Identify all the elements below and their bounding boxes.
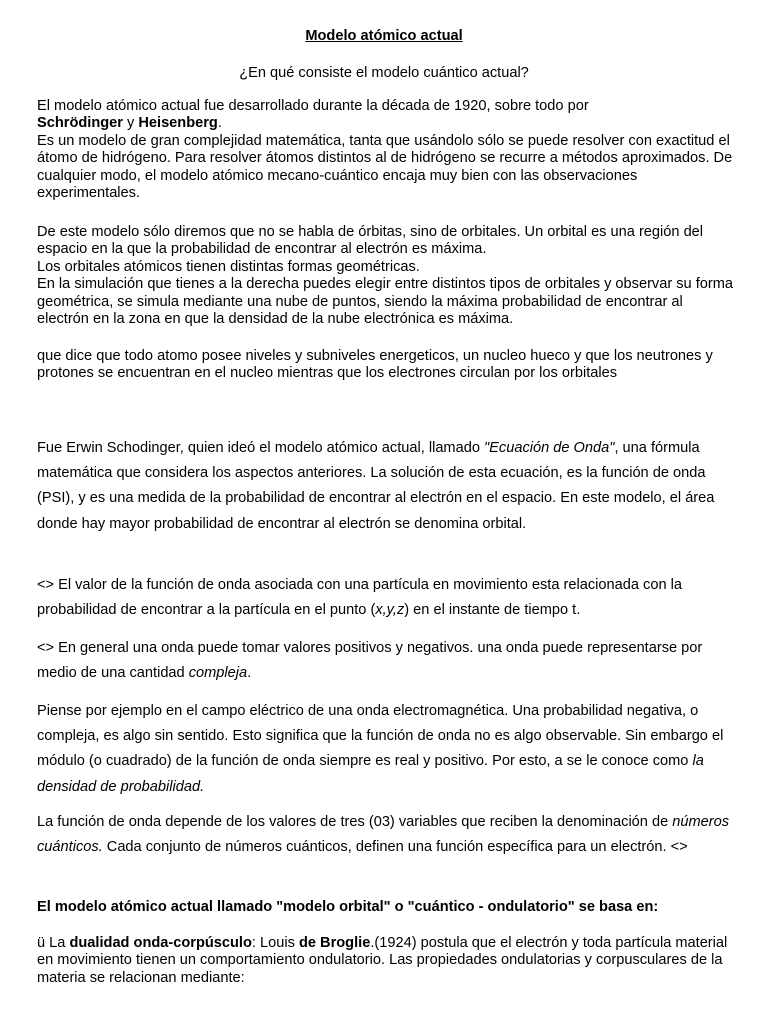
paragraph-quantum-numbers bbox=[37, 810, 737, 860]
duality-term: dualidad onda-corpúsculo bbox=[69, 935, 252, 951]
intro-and: y bbox=[122, 115, 139, 132]
paragraph-intro bbox=[37, 98, 737, 202]
wavefunction-text-a: <> El valor de la función de onda asociada con una partícula en movimiento esta relacionada con la probabilidad de encontrar a la partícula en el punto ( bbox=[37, 577, 682, 619]
paragraph-schrodinger bbox=[37, 436, 737, 537]
name-de-broglie: de Broglie bbox=[298, 935, 371, 951]
paragraph-wavefunction bbox=[37, 573, 737, 623]
coordinates-xyz: x,y,z bbox=[375, 602, 405, 619]
quantum-text-a: La función de onda depende de los valores de tres (03) variables que reciben la denominación de bbox=[37, 814, 673, 830]
density-text-a: Piense por ejemplo en el campo eléctrico de una onda electromagnética. Una probabilidad negativa, o compleja, es algo sin sentido. Esto significa que la función de onda no es algo observable. Sin embargo el módulo (o cuadrado) de la función de onda siempre es real y positivo. Por esto, a se le conoce como bbox=[37, 703, 724, 770]
quantum-text-b: Cada conjunto de números cuánticos, definen una función específica para un electrón. <> bbox=[102, 839, 688, 856]
duality-text-b: .(1924) postula que el electrón y toda partícula material en movimiento tienen un comportamiento ondulatorio. Las propiedades ondulatorias y corpusculares de la materia se relacionan mediante: bbox=[37, 935, 728, 986]
wavefunction-text-b: ) en el instante de tiempo t. bbox=[404, 602, 581, 619]
document-title: Modelo atómico actual bbox=[305, 28, 463, 44]
intro-dot: . bbox=[217, 115, 222, 132]
duality-text-a: : Louis bbox=[251, 935, 299, 951]
orbitals-text-b: Los orbitales atómicos tienen distintas formas geométricas. bbox=[37, 258, 420, 275]
intro-text-b: Es un modelo de gran complejidad matemática, tanta que usándolo sólo se puede resolver con exactitud el átomo de hidrógeno. Para resolver átomos distintos al de hidrógeno se recurre a métodos aproximados. De cualquier modo, el modelo atómico mecano-cuántico encaja muy bien con las observaciones experimentales. bbox=[37, 132, 733, 202]
complex-emphasis: compleja bbox=[188, 665, 248, 682]
schrodinger-text-b: , una fórmula matemática que considera los aspectos anteriores. La solución de esta ecuación, es la función de onda (PSI), y es una medida de la probabilidad de encontrar al electrón en el espacio. En este modelo, el área donde hay mayor probabilidad de encontrar al electrón se denomina orbital. bbox=[37, 440, 715, 532]
paragraph-probability-density bbox=[37, 699, 737, 800]
complex-text-a: <> En general una onda puede tomar valores positivos y negativos. una onda puede representarse por medio de una cantidad bbox=[37, 640, 703, 682]
name-heisenberg: Heisenberg bbox=[138, 115, 218, 132]
quantum-emphasis: números cuánticos. bbox=[37, 814, 730, 856]
name-schrodinger: Schrödinger bbox=[37, 115, 123, 132]
intro-text-a: El modelo atómico actual fue desarrollado durante la década de 1920, sobre todo por bbox=[37, 98, 589, 114]
bases-heading-text: El modelo atómico actual llamado "modelo orbital" o "cuántico - ondulatorio" se basa en: bbox=[37, 899, 659, 915]
paragraph-levels: que dice que todo atomo posee niveles y subniveles energeticos, un nucleo hueco y que los neutrones y protones se encuentran en el nucleo mientras que los electrones circulan por los orbitales bbox=[37, 348, 713, 382]
check-bullet: ü La bbox=[37, 935, 70, 951]
complex-text-b: . bbox=[247, 665, 252, 682]
section-heading-bases bbox=[37, 899, 737, 916]
schrodinger-text-a: Fue Erwin Schodinger, quien ideó el modelo atómico actual, llamado bbox=[37, 440, 484, 456]
density-emphasis: la densidad de probabilidad. bbox=[37, 753, 704, 795]
orbitals-text-a: De este modelo sólo diremos que no se habla de órbitas, sino de orbitales. Un orbital es una región del espacio en la que la probabilidad de encontrar al electrón es máxima. bbox=[37, 224, 704, 258]
orbitals-text-c: En la simulación que tienes a la derecha puedes elegir entre distintos tipos de orbitales y observar su forma geométrica, se simula mediante una nube de puntos, siendo la máxima probabilidad de encontrar al electrón en la zona en que la densidad de la nube electrónica es máxima. bbox=[37, 276, 734, 328]
paragraph-orbitals bbox=[37, 224, 737, 328]
document-question: ¿En qué consiste el modelo cuántico actual? bbox=[239, 65, 529, 81]
paragraph-duality bbox=[37, 935, 737, 987]
paragraph-complex bbox=[37, 636, 737, 686]
wave-equation-quote: "Ecuación de Onda" bbox=[484, 440, 615, 456]
